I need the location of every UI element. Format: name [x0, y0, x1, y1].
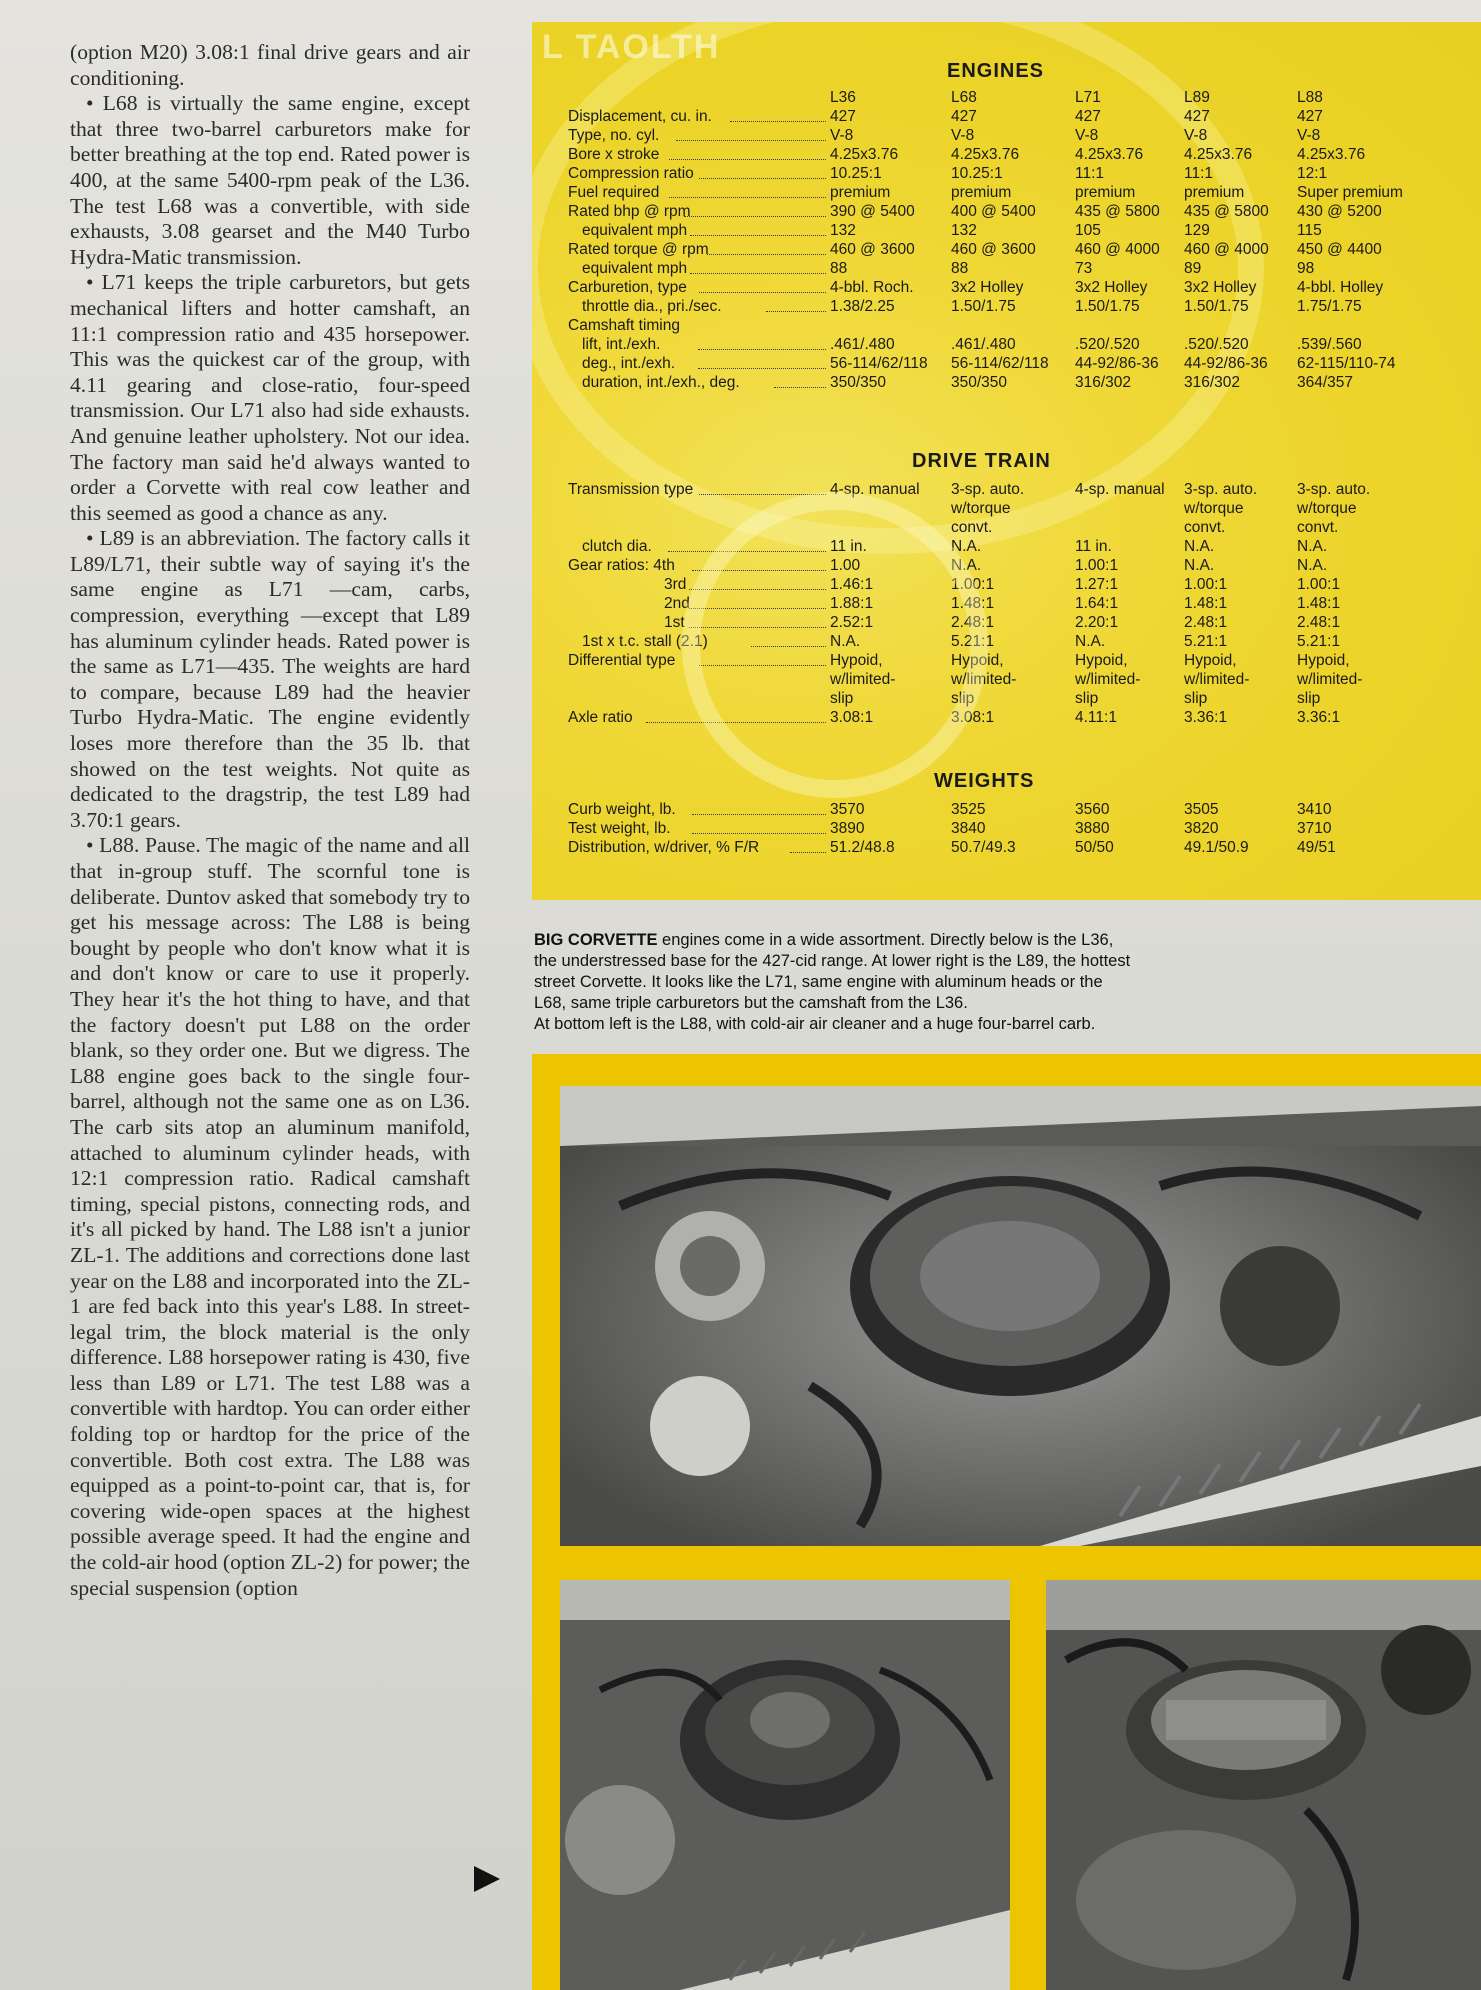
table-cell: 105 [1075, 222, 1101, 239]
table-cell: 2.48:1 [1297, 614, 1341, 631]
table-cell: 3-sp. auto. [1184, 481, 1258, 498]
column-header: L68 [951, 89, 977, 106]
table-cell: 316/302 [1184, 374, 1241, 391]
table-cell: 427 [1184, 108, 1210, 125]
continue-arrow-icon [474, 1866, 500, 1892]
column-header: L89 [1184, 89, 1210, 106]
table-cell: .539/.560 [1297, 336, 1362, 353]
table-cell: 11 in. [830, 538, 867, 555]
table-cell: convt. [1184, 519, 1226, 536]
table-cell: 2.48:1 [1184, 614, 1228, 631]
row-label: 1st [664, 614, 685, 631]
table-cell: slip [1297, 690, 1321, 707]
table-cell: 3-sp. auto. [951, 481, 1025, 498]
row-label: Carburetion, type [568, 279, 687, 296]
row-label: 1st x t.c. stall (2.1) [582, 633, 708, 650]
leader-dots [707, 242, 826, 255]
table-cell: 44-92/86-36 [1075, 355, 1159, 372]
table-cell: 350/350 [951, 374, 1008, 391]
faded-background-lettering: L TAOLTH [542, 28, 721, 66]
table-cell: slip [951, 690, 975, 707]
leader-dots [668, 539, 826, 552]
table-cell: 450 @ 4400 [1297, 241, 1382, 258]
row-label: throttle dia., pri./sec. [582, 298, 722, 315]
table-cell: 460 @ 3600 [830, 241, 915, 258]
article-paragraph: • L68 is virtually the same engine, except that three two-barrel carburetors make for better breathing at the top end. Rated power is 400, at the same 5400-rpm peak of the L36. The test L68 was a convertible, with side exhausts, 3.08 gearset and the M40 Turbo Hydra-Matic transmission. [70, 91, 470, 269]
table-cell: 3x2 Holley [1075, 279, 1148, 296]
row-label: 3rd [664, 576, 687, 593]
article-paragraph: (option M20) 3.08:1 final drive gears and air conditioning. [70, 40, 470, 90]
leader-dots [669, 147, 826, 160]
table-cell: 1.48:1 [1184, 595, 1228, 612]
spec-table-panel [532, 22, 1481, 900]
column-header: L88 [1297, 89, 1323, 106]
row-label: lift, int./exh. [582, 336, 661, 353]
article-paragraph: • L88. Pause. The magic of the name and all that in-group stuff. The scornful tone is deliberate. Duntov asked that somebody try to get his message across: The L88 is being bought by people who don't know what it is and don't know or care to use it properly. They hear it's the hot thing to have, and that the factory doesn't put L88 on the order blank, so they order one. But we digress. The L88 engine goes back to the single four-barrel, although not the same one as on L36. The carb sits atop an aluminum manifold, attached to aluminum cylinder heads, with 12:1 compression ratio. Radical camshaft timing, special pistons, connecting rods, and it's all picked by hand. The L88 isn't a junior ZL-1. The additions and corrections done last year on the L88 and incorporated into the ZL-1 are fed back into this year's L88. In street-legal trim, the block material is the only difference. L88 horsepower rating is 430, five less than L89 or L71. The test L88 was a convertible with hardtop. You can order either folding top or hardtop for the price of the convertible. Both cost extra. The L88 was equipped as a point-to-point car, that is, for covering wide-open spaces at the highest possible average speed. It had the engine and the cold-air hood (option ZL-2) for power; the special suspension (option [70, 833, 470, 1600]
table-cell: 1.48:1 [951, 595, 995, 612]
table-cell: N.A. [1297, 557, 1328, 574]
table-cell: 50.7/49.3 [951, 839, 1016, 856]
table-cell: slip [830, 690, 854, 707]
table-cell: 460 @ 3600 [951, 241, 1036, 258]
leader-dots [699, 482, 826, 495]
table-cell: 3x2 Holley [951, 279, 1024, 296]
table-cell: 1.75/1.75 [1297, 298, 1362, 315]
table-cell: 1.46:1 [830, 576, 874, 593]
caption-line: At bottom left is the L88, with cold-air air cleaner and a huge four-barrel carb. [534, 1015, 1096, 1033]
table-cell: 5.21:1 [1297, 633, 1341, 650]
table-cell: 427 [951, 108, 977, 125]
table-cell: 427 [1297, 108, 1323, 125]
table-cell: 400 @ 5400 [951, 203, 1036, 220]
table-cell: V-8 [1184, 127, 1208, 144]
table-cell: .461/.480 [951, 336, 1016, 353]
table-cell: 3710 [1297, 820, 1332, 837]
row-label: Test weight, lb. [568, 820, 671, 837]
table-cell: 3880 [1075, 820, 1110, 837]
table-cell: 4.11:1 [1075, 709, 1117, 726]
table-cell: 89 [1184, 260, 1202, 277]
table-cell: 460 @ 4000 [1075, 241, 1160, 258]
table-cell: V-8 [951, 127, 975, 144]
l88-engine-photo [560, 1580, 1010, 1990]
table-cell: 129 [1184, 222, 1210, 239]
caption-line [534, 930, 1414, 951]
leader-dots [676, 128, 826, 141]
row-label: Axle ratio [568, 709, 633, 726]
table-cell: 49.1/50.9 [1184, 839, 1249, 856]
row-label: Curb weight, lb. [568, 801, 676, 818]
row-label: clutch dia. [582, 538, 652, 555]
table-cell: Super premium [1297, 184, 1403, 201]
table-cell: 1.50/1.75 [951, 298, 1016, 315]
leader-dots [698, 337, 826, 350]
row-label: Compression ratio [568, 165, 694, 182]
table-cell: w/limited- [1075, 671, 1141, 688]
table-cell: 2.20:1 [1075, 614, 1119, 631]
table-cell: Hypoid, [1297, 652, 1350, 669]
row-label: Rated bhp @ rpm [568, 203, 691, 220]
table-cell: 3890 [830, 820, 865, 837]
table-cell: 4-bbl. Holley [1297, 279, 1384, 296]
table-cell: N.A. [951, 538, 982, 555]
table-cell: V-8 [1297, 127, 1321, 144]
l36-engine-photo [560, 1086, 1481, 1546]
table-cell: 1.00:1 [951, 576, 995, 593]
table-cell: .520/.520 [1184, 336, 1249, 353]
table-cell: premium [830, 184, 891, 201]
table-cell: 4-bbl. Roch. [830, 279, 914, 296]
table-cell: 132 [830, 222, 856, 239]
leader-dots [646, 710, 826, 723]
table-cell: 3525 [951, 801, 986, 818]
table-cell: V-8 [830, 127, 854, 144]
row-label: Rated torque @ rpm [568, 241, 709, 258]
table-cell: 11 in. [1075, 538, 1112, 555]
table-cell: convt. [1297, 519, 1339, 536]
table-cell: V-8 [1075, 127, 1099, 144]
table-cell: w/torque [1184, 500, 1244, 517]
weights-section-title: WEIGHTS [934, 770, 1035, 792]
table-cell: N.A. [1184, 557, 1215, 574]
leader-dots [774, 375, 826, 388]
table-cell: 56-114/62/118 [830, 355, 928, 372]
leader-dots [699, 280, 826, 293]
article-paragraph: • L89 is an abbreviation. The factory calls it L89/L71, their subtle way of saying it's the same engine as L71 —cam, carbs, compression, everything —except that L89 has aluminum cylinder heads. Rated power is the same as L71—435. The weights are hard to compare, because L89 had the heavier Turbo Hydra-Matic. The engine evidently loses more therefore than the 35 lb. that showed on the test weights. Not quite as dedicated to the dragstrip, the test L89 had 3.70:1 gears. [70, 526, 470, 832]
table-cell: 73 [1075, 260, 1093, 277]
leader-dots [698, 356, 826, 369]
leader-dots [766, 299, 826, 312]
row-label: Differential type [568, 652, 676, 669]
table-cell: 51.2/48.8 [830, 839, 895, 856]
row-label: Distribution, w/driver, % F/R [568, 839, 760, 856]
table-cell: 3.36:1 [1184, 709, 1228, 726]
table-cell: convt. [951, 519, 993, 536]
table-cell: 11:1 [1075, 165, 1105, 182]
table-cell: 3505 [1184, 801, 1219, 818]
table-cell: 1.50/1.75 [1184, 298, 1249, 315]
leader-dots [692, 821, 826, 834]
caption-line: L68, same triple carburetors but the camshaft from the L36. [534, 994, 968, 1012]
table-cell: w/limited- [1297, 671, 1363, 688]
table-cell: 4.25x3.76 [1075, 146, 1144, 163]
table-cell: premium [951, 184, 1012, 201]
drive-train-section-title: DRIVE TRAIN [912, 450, 1051, 472]
table-cell: 88 [951, 260, 969, 277]
table-cell: w/limited- [830, 671, 896, 688]
table-cell: 88 [830, 260, 848, 277]
table-cell: 435 @ 5800 [1075, 203, 1160, 220]
row-label: equivalent mph [582, 222, 688, 239]
article-paragraph: • L71 keeps the triple carburetors, but gets mechanical lifters and hotter camshaft, an 11:1 compression ratio and 435 horsepower. This was the quickest car of the group, with 4.11 gearing and close-ratio, four-speed transmission. Our L71 also had side exhausts. And genuine leather upholstery. Not our idea. The factory man said he'd always wanted to order a Corvette with real cow leather and this seemed as good a chance as any. [70, 270, 470, 525]
row-label: Gear ratios: 4th [568, 557, 675, 574]
row-label: deg., int./exh. [582, 355, 676, 372]
table-cell: N.A. [1075, 633, 1106, 650]
table-cell: 11:1 [1184, 165, 1214, 182]
leader-dots [684, 204, 826, 217]
leader-dots [689, 596, 826, 609]
table-cell: 4-sp. manual [830, 481, 920, 498]
row-label: Fuel required [568, 184, 660, 201]
table-cell: N.A. [951, 557, 982, 574]
engines-section-title: ENGINES [947, 60, 1045, 82]
leader-dots [692, 558, 826, 571]
leader-dots [689, 615, 826, 628]
row-label: duration, int./exh., deg. [582, 374, 740, 391]
table-cell: w/torque [951, 500, 1011, 517]
row-label: Type, no. cyl. [568, 127, 660, 144]
table-cell: w/limited- [1184, 671, 1250, 688]
leader-dots [689, 577, 826, 590]
table-cell: 3.08:1 [830, 709, 874, 726]
table-cell: 4.25x3.76 [951, 146, 1020, 163]
table-cell: Hypoid, [951, 652, 1004, 669]
table-cell: 316/302 [1075, 374, 1132, 391]
table-cell: 2.48:1 [951, 614, 995, 631]
table-cell: slip [1075, 690, 1099, 707]
table-cell: 1.50/1.75 [1075, 298, 1140, 315]
column-header: L71 [1075, 89, 1101, 106]
table-cell: 427 [830, 108, 856, 125]
table-cell: 1.64:1 [1075, 595, 1119, 612]
table-cell: N.A. [1184, 538, 1215, 555]
table-cell: 1.00:1 [1297, 576, 1341, 593]
caption-line: street Corvette. It looks like the L71, same engine with aluminum heads or the [534, 973, 1103, 991]
row-label: Bore x stroke [568, 146, 660, 163]
table-cell: 430 @ 5200 [1297, 203, 1382, 220]
table-cell: 98 [1297, 260, 1315, 277]
table-cell: N.A. [830, 633, 861, 650]
article-text-column [70, 40, 470, 1920]
table-cell: 3570 [830, 801, 865, 818]
table-cell: 49/51 [1297, 839, 1336, 856]
table-cell: Hypoid, [1075, 652, 1128, 669]
table-cell: 132 [951, 222, 977, 239]
table-cell: 4-sp. manual [1075, 481, 1165, 498]
table-cell: 4.25x3.76 [1184, 146, 1253, 163]
table-cell: 1.00:1 [1075, 557, 1119, 574]
table-cell: 1.00:1 [1184, 576, 1228, 593]
table-cell: 4.25x3.76 [830, 146, 899, 163]
leader-dots [699, 166, 826, 179]
caption-lead: BIG CORVETTE [534, 931, 658, 949]
leader-dots [669, 185, 826, 198]
row-label: Camshaft timing [568, 317, 680, 334]
leader-dots [692, 802, 826, 815]
table-cell: 4.25x3.76 [1297, 146, 1366, 163]
table-cell: 5.21:1 [1184, 633, 1228, 650]
leader-dots [730, 109, 826, 122]
table-cell: 3.36:1 [1297, 709, 1341, 726]
table-cell: 427 [1075, 108, 1101, 125]
table-cell: 3-sp. auto. [1297, 481, 1371, 498]
table-cell: 1.27:1 [1075, 576, 1119, 593]
table-cell: 3820 [1184, 820, 1219, 837]
table-cell: 1.88:1 [830, 595, 874, 612]
table-cell: 350/350 [830, 374, 887, 391]
row-label: equivalent mph [582, 260, 688, 277]
table-cell: premium [1075, 184, 1136, 201]
table-cell: .520/.520 [1075, 336, 1140, 353]
leader-dots [690, 261, 826, 274]
table-cell: Hypoid, [1184, 652, 1237, 669]
table-cell: 56-114/62/118 [951, 355, 1049, 372]
table-cell: 390 @ 5400 [830, 203, 915, 220]
row-label: Displacement, cu. in. [568, 108, 712, 125]
table-cell: 12:1 [1297, 165, 1328, 182]
row-label: Transmission type [568, 481, 694, 498]
l89-engine-photo [1046, 1580, 1481, 1990]
table-cell: w/torque [1297, 500, 1357, 517]
column-header: L36 [830, 89, 856, 106]
caption-text: engines come in a wide assortment. Directly below is the L36, [657, 931, 1114, 949]
table-cell: 3.08:1 [951, 709, 995, 726]
leader-dots [790, 840, 826, 853]
table-cell: 50/50 [1075, 839, 1114, 856]
table-cell: 10.25:1 [830, 165, 882, 182]
leader-dots [751, 634, 826, 647]
table-cell: 115 [1297, 222, 1322, 239]
table-cell: 10.25:1 [951, 165, 1003, 182]
table-cell: 364/357 [1297, 374, 1354, 391]
table-cell: 3410 [1297, 801, 1332, 818]
table-cell: premium [1184, 184, 1245, 201]
table-cell: slip [1184, 690, 1208, 707]
table-cell: 44-92/86-36 [1184, 355, 1268, 372]
leader-dots [699, 653, 826, 666]
table-cell: Hypoid, [830, 652, 883, 669]
table-cell: w/limited- [951, 671, 1017, 688]
table-cell: 1.48:1 [1297, 595, 1341, 612]
table-cell: .461/.480 [830, 336, 895, 353]
table-cell: 3840 [951, 820, 986, 837]
caption-line: the understressed base for the 427-cid range. At lower right is the L89, the hottest [534, 952, 1131, 970]
table-cell: 460 @ 4000 [1184, 241, 1269, 258]
table-cell: 1.00 [830, 557, 861, 574]
table-cell: N.A. [1297, 538, 1328, 555]
table-cell: 2.52:1 [830, 614, 874, 631]
table-cell: 62-115/110-74 [1297, 355, 1396, 372]
table-cell: 3560 [1075, 801, 1110, 818]
row-label: 2nd [664, 595, 690, 612]
table-cell: 435 @ 5800 [1184, 203, 1269, 220]
table-cell: 3x2 Holley [1184, 279, 1257, 296]
table-cell: 5.21:1 [951, 633, 995, 650]
photo-caption [534, 930, 1414, 1035]
leader-dots [690, 223, 826, 236]
table-cell: 1.38/2.25 [830, 298, 895, 315]
